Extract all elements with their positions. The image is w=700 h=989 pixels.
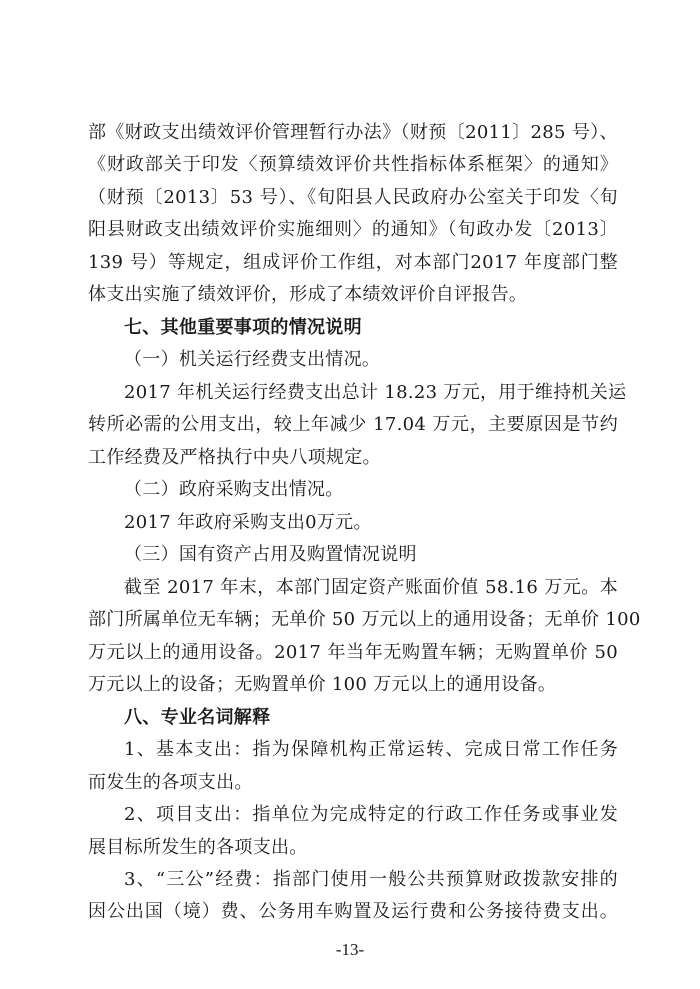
paragraph-line: 因公出国（境）费、公务用车购置及运行费和公务接待费支出。	[88, 901, 618, 922]
section-heading-7: 七、其他重要事项的情况说明	[124, 317, 362, 338]
paragraph-line: 万元以上的设备；无购置单价 100 万元以上的通用设备。	[88, 674, 557, 695]
paragraph-line: 阳县财政支出绩效评价实施细则〉的通知》（旬政办发〔2013〕	[88, 219, 618, 240]
paragraph-line: 体支出实施了绩效评价，形成了本绩效评价自评报告。	[88, 284, 528, 305]
paragraph-line: 1、基本支出：指为保障机构正常运转、完成日常工作任务	[124, 739, 618, 760]
subsection-title-2: （二）政府采购支出情况。	[124, 479, 344, 500]
paragraph-line: 而发生的各项支出。	[88, 772, 253, 793]
subsection-title-3: （三）国有资产占用及购置情况说明	[124, 544, 417, 565]
paragraph-line: 截至 2017 年末，本部门固定资产账面价值 58.16 万元。本	[124, 577, 618, 598]
paragraph-line: 3、“三公”经费：指部门使用一般公共预算财政拨款安排的	[124, 869, 618, 890]
paragraph-line: 转所必需的公用支出，较上年减少 17.04 万元，主要原因是节约	[88, 414, 618, 435]
paragraph-line: 139 号）等规定，组成评价工作组，对本部门2017 年度部门整	[88, 252, 618, 273]
paragraph-line: 2017 年政府采购支出0万元。	[124, 512, 372, 533]
paragraph-line: 万元以上的通用设备。2017 年当年无购置车辆；无购置单价 50	[88, 642, 618, 663]
paragraph-line: （财预〔2013〕53 号）、《旬阳县人民政府办公室关于印发〈旬	[88, 187, 618, 208]
paragraph-line: 2017 年机关运行经费支出总计 18.23 万元，用于维持机关运	[124, 382, 627, 403]
paragraph-line: 部《财政支出绩效评价管理暂行办法》（财预〔2011〕285 号）、	[88, 122, 618, 143]
paragraph-line: 《财政部关于印发〈预算绩效评价共性指标体系框架〉的通知》	[88, 154, 618, 175]
page-number: -13-	[335, 940, 365, 959]
paragraph-line: 2、项目支出：指单位为完成特定的行政工作任务或事业发	[124, 804, 618, 825]
paragraph-line: 展目标所发生的各项支出。	[88, 837, 308, 858]
paragraph-line: 工作经费及严格执行中央八项规定。	[88, 447, 381, 468]
section-heading-8: 八、专业名词解释	[124, 707, 271, 728]
paragraph-line: 部门所属单位无车辆；无单价 50 万元以上的通用设备；无单价 100	[88, 609, 641, 630]
subsection-title-1: （一）机关运行经费支出情况。	[124, 349, 381, 370]
